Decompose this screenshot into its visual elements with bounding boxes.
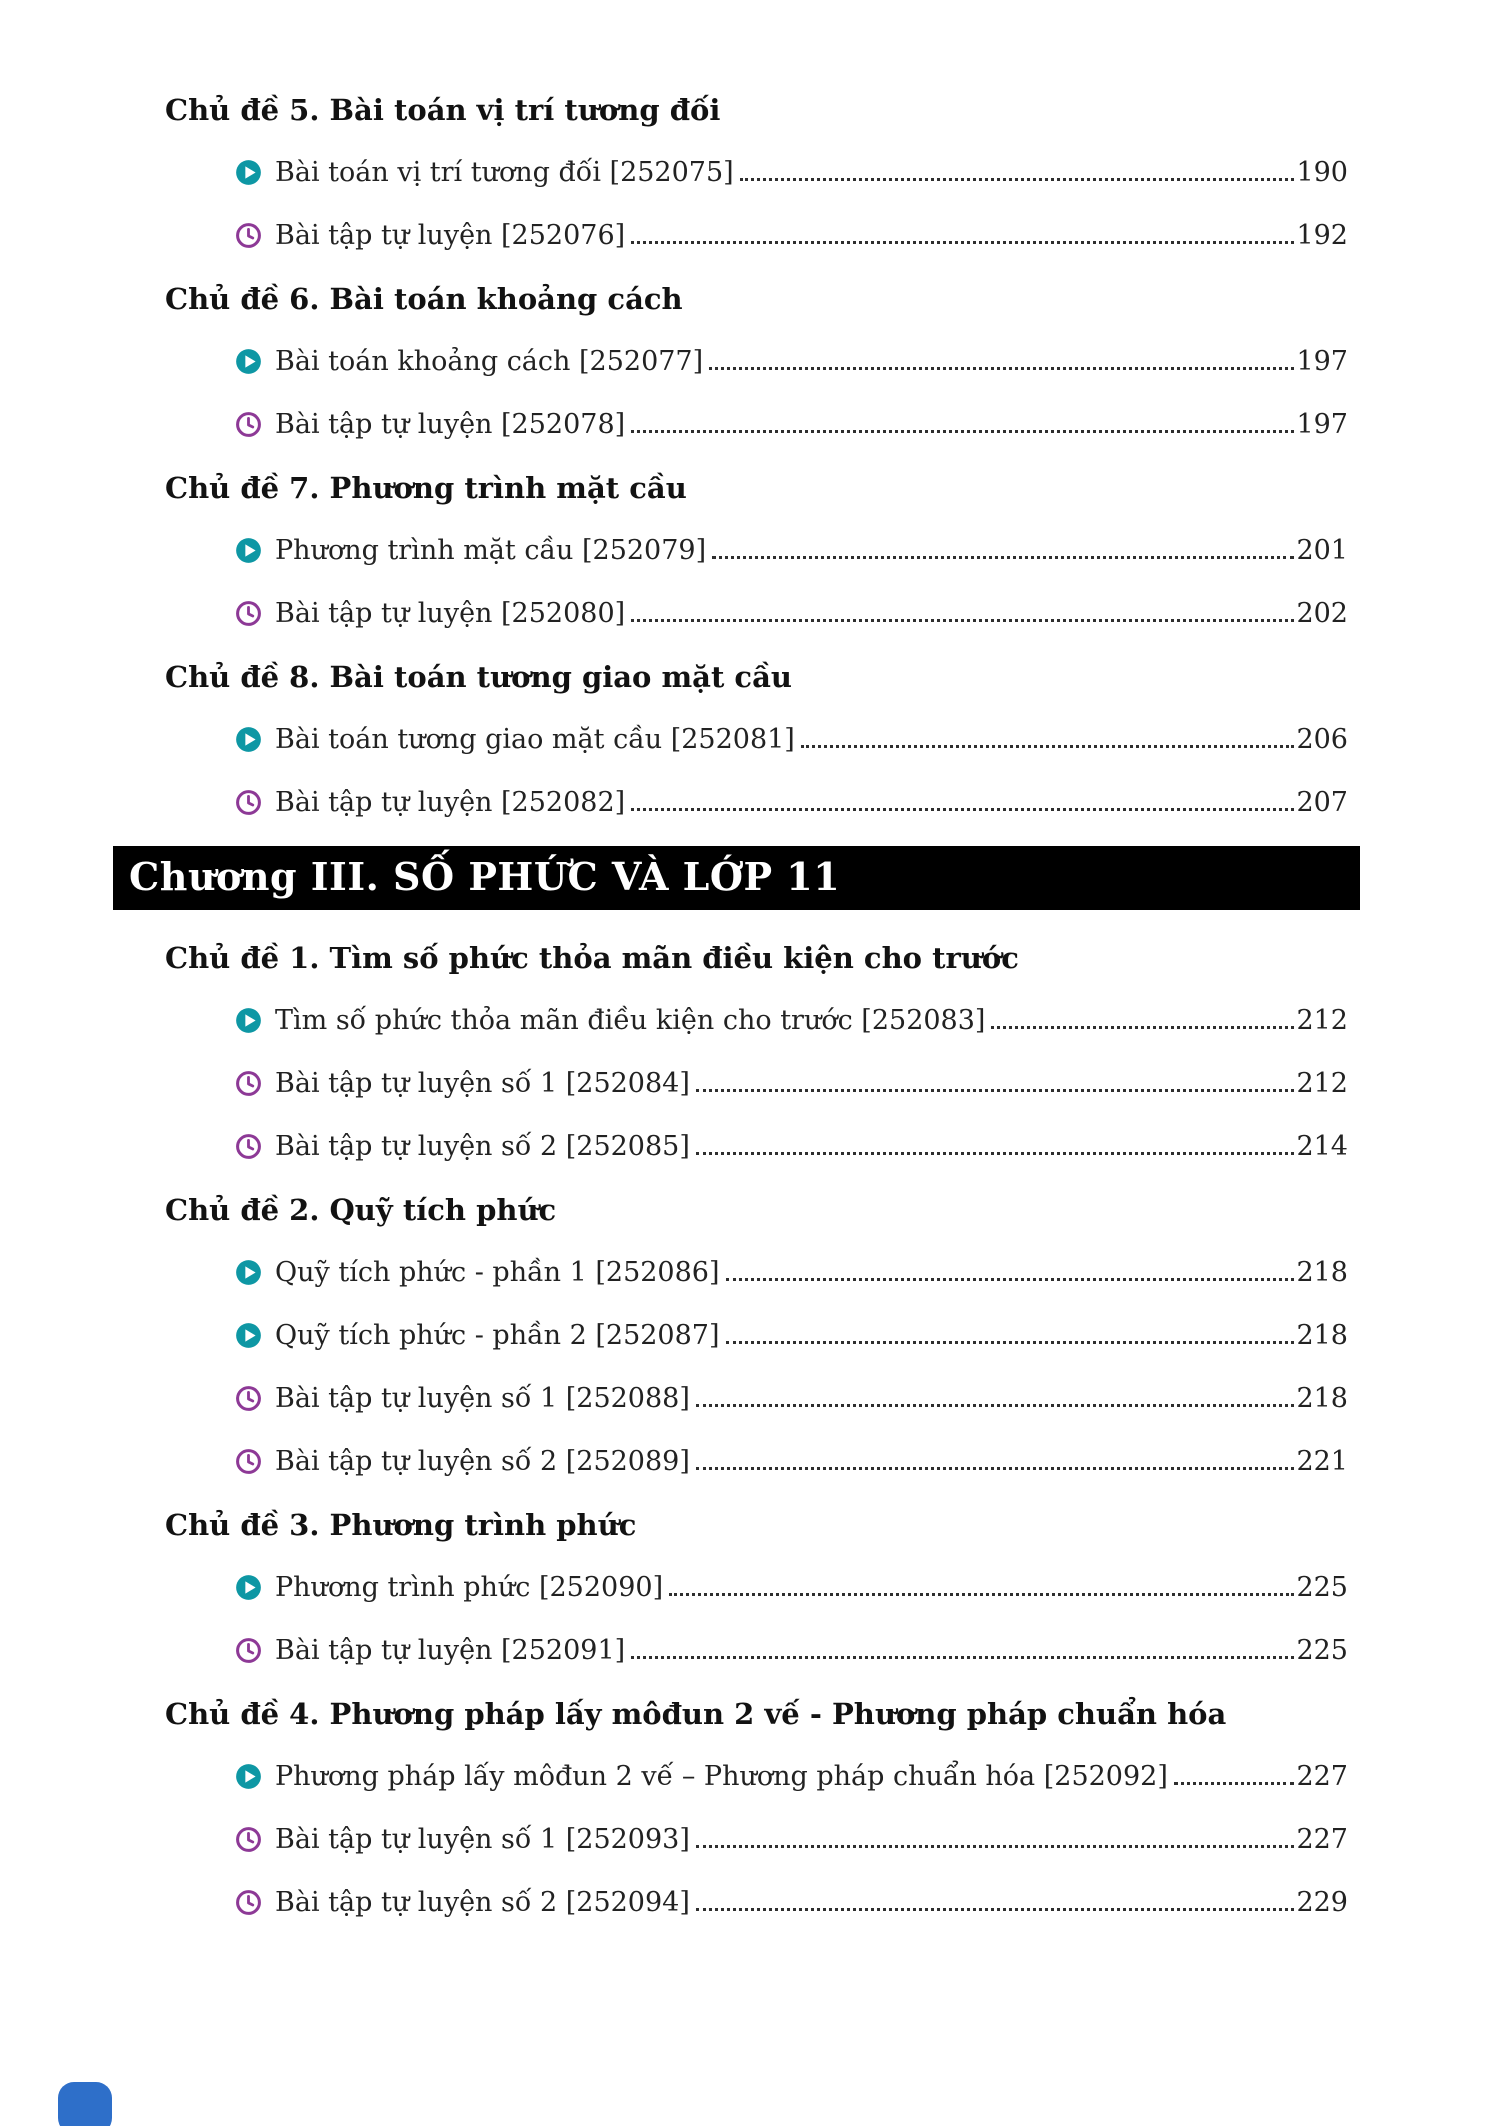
dotted-leader [1174, 1768, 1295, 1785]
entry-label: Bài tập tự luyện [252080] [275, 598, 626, 629]
play-icon [235, 1322, 262, 1349]
toc-entry [165, 1115, 1348, 1178]
dotted-leader [696, 1138, 1295, 1155]
dotted-leader [726, 1264, 1295, 1281]
entry-label: Bài toán vị trí tương đối [252075] [275, 157, 734, 188]
play-icon [235, 537, 262, 564]
page-number: 212 [1296, 1068, 1348, 1099]
dotted-leader [631, 794, 1294, 811]
toc-entry [165, 204, 1348, 267]
page-number: 218 [1296, 1383, 1348, 1414]
section-heading: Chủ đề 1. Tìm số phức thỏa mãn điều kiện cho trước [165, 940, 1019, 975]
clock-icon [235, 1385, 262, 1412]
page-number: 221 [1296, 1446, 1348, 1477]
toc-entry [165, 393, 1348, 456]
clock-icon [235, 1826, 262, 1853]
entry-label: Bài tập tự luyện số 2 [252089] [275, 1446, 690, 1477]
toc-entry [165, 1619, 1348, 1682]
toc-entry [165, 708, 1348, 771]
toc-entry [165, 1556, 1348, 1619]
entry-label: Bài tập tự luyện [252082] [275, 787, 626, 818]
section-heading: Chủ đề 5. Bài toán vị trí tương đối [165, 92, 721, 127]
toc-entry [165, 1241, 1348, 1304]
clock-icon [235, 789, 262, 816]
entry-label: Bài tập tự luyện số 1 [252093] [275, 1824, 690, 1855]
entry-label: Phương trình phức [252090] [275, 1572, 664, 1603]
section-heading: Chủ đề 3. Phương trình phức [165, 1507, 637, 1542]
entry-label: Bài tập tự luyện số 2 [252085] [275, 1131, 690, 1162]
play-icon [235, 726, 262, 753]
dotted-leader [696, 1075, 1295, 1092]
dotted-leader [631, 605, 1294, 622]
dotted-leader [631, 416, 1294, 433]
toc-entry [165, 771, 1348, 834]
entry-label: Bài tập tự luyện số 1 [252088] [275, 1383, 690, 1414]
entry-label: Bài tập tự luyện số 2 [252094] [275, 1887, 690, 1918]
page-number: 225 [1296, 1572, 1348, 1603]
clock-icon [235, 1070, 262, 1097]
chapter-banner [113, 846, 1360, 910]
dotted-leader [631, 227, 1294, 244]
section-heading: Chủ đề 6. Bài toán khoảng cách [165, 281, 683, 316]
dotted-leader [696, 1390, 1295, 1407]
page-number: 227 [1296, 1761, 1348, 1792]
play-icon [235, 1763, 262, 1790]
play-icon [235, 1259, 262, 1286]
dotted-leader [669, 1579, 1294, 1596]
page-number: 197 [1296, 346, 1348, 377]
toc-entry [165, 1808, 1348, 1871]
section-heading: Chủ đề 2. Quỹ tích phức [165, 1192, 557, 1227]
play-icon [235, 1574, 262, 1601]
page-number: 206 [1296, 724, 1348, 755]
entry-label: Tìm số phức thỏa mãn điều kiện cho trước [252083] [275, 1005, 986, 1036]
section-heading: Chủ đề 7. Phương trình mặt cầu [165, 470, 687, 505]
dotted-leader [709, 353, 1294, 370]
page-number: 207 [1296, 787, 1348, 818]
section-heading: Chủ đề 4. Phương pháp lấy môđun 2 vế - Phương pháp chuẩn hóa [165, 1696, 1227, 1731]
section-heading: Chủ đề 8. Bài toán tương giao mặt cầu [165, 659, 792, 694]
dotted-leader [991, 1012, 1294, 1029]
toc-entry [165, 141, 1348, 204]
toc-entry [165, 330, 1348, 393]
toc-entry [165, 519, 1348, 582]
play-icon [235, 1007, 262, 1034]
clock-icon [235, 1448, 262, 1475]
entry-label: Bài tập tự luyện [252076] [275, 220, 626, 251]
clock-icon [235, 411, 262, 438]
entry-label: Bài tập tự luyện [252078] [275, 409, 626, 440]
dotted-leader [696, 1453, 1295, 1470]
footer-logo [58, 2082, 112, 2126]
entry-label: Phương pháp lấy môđun 2 vế – Phương pháp chuẩn hóa [252092] [275, 1761, 1168, 1792]
clock-icon [235, 1133, 262, 1160]
entry-label: Bài tập tự luyện [252091] [275, 1635, 626, 1666]
toc-entry [165, 1745, 1348, 1808]
page-number: 218 [1296, 1257, 1348, 1288]
page-number: 190 [1296, 157, 1348, 188]
toc-entry [165, 1871, 1348, 1934]
toc-entry [165, 989, 1348, 1052]
dotted-leader [712, 542, 1294, 559]
clock-icon [235, 1637, 262, 1664]
page-number: 214 [1296, 1131, 1348, 1162]
entry-label: Bài tập tự luyện số 1 [252084] [275, 1068, 690, 1099]
dotted-leader [696, 1894, 1295, 1911]
entry-label: Quỹ tích phức - phần 2 [252087] [275, 1320, 720, 1351]
chapter-banner-title: Chương III. SỐ PHỨC VÀ LỚP 11 [129, 854, 841, 899]
toc-entry [165, 582, 1348, 645]
toc-entry [165, 1367, 1348, 1430]
toc-entry [165, 1304, 1348, 1367]
dotted-leader [801, 731, 1295, 748]
dotted-leader [740, 164, 1295, 181]
play-icon [235, 348, 262, 375]
clock-icon [235, 222, 262, 249]
entry-label: Bài toán tương giao mặt cầu [252081] [275, 724, 795, 755]
clock-icon [235, 1889, 262, 1916]
page-number: 225 [1296, 1635, 1348, 1666]
entry-label: Phương trình mặt cầu [252079] [275, 535, 707, 566]
page-number: 212 [1296, 1005, 1348, 1036]
page-number: 192 [1296, 220, 1348, 251]
page-number: 227 [1296, 1824, 1348, 1855]
page-number: 218 [1296, 1320, 1348, 1351]
dotted-leader [726, 1327, 1295, 1344]
dotted-leader [696, 1831, 1295, 1848]
page-number: 201 [1296, 535, 1348, 566]
clock-icon [235, 600, 262, 627]
dotted-leader [631, 1642, 1294, 1659]
page-number: 202 [1296, 598, 1348, 629]
page-number: 197 [1296, 409, 1348, 440]
entry-label: Bài toán khoảng cách [252077] [275, 346, 704, 377]
entry-label: Quỹ tích phức - phần 1 [252086] [275, 1257, 720, 1288]
page-number: 229 [1296, 1887, 1348, 1918]
play-icon [235, 159, 262, 186]
toc-entry [165, 1430, 1348, 1493]
toc-entry [165, 1052, 1348, 1115]
